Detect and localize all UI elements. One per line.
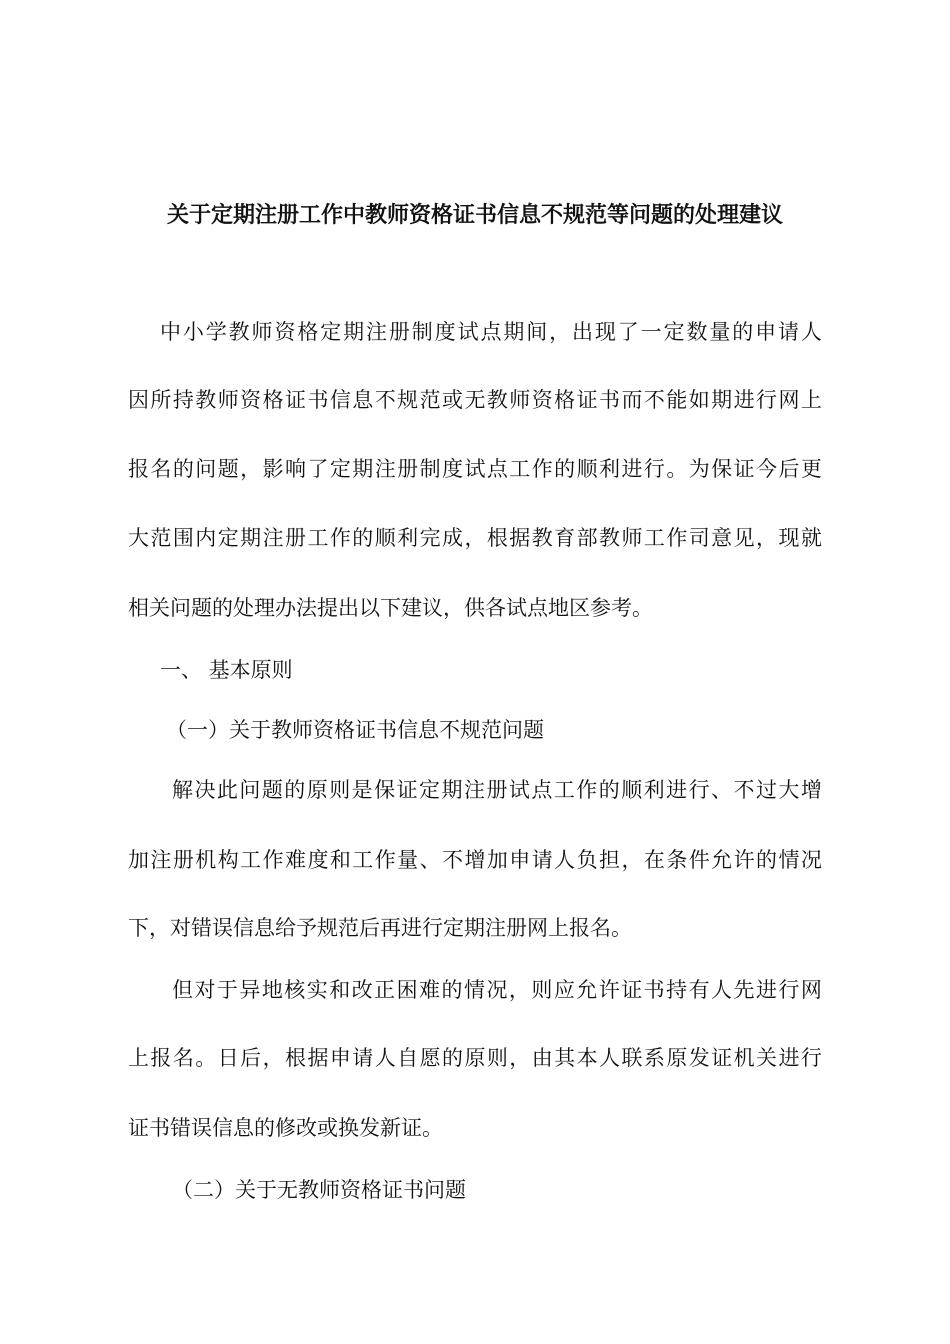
- paragraph-line: 报名的问题，影响了定期注册制度试点工作的顺利进行。为保证今后更: [128, 457, 824, 481]
- paragraph-line: 加注册机构工作难度和工作量、不增加申请人负担，在条件允许的情况: [128, 848, 824, 872]
- paragraph-line: 因所持教师资格证书信息不规范或无教师资格证书而不能如期进行网上: [128, 388, 824, 412]
- paragraph-line: 中小学教师资格定期注册制度试点期间，出现了一定数量的申请人: [160, 320, 824, 344]
- paragraph-line: 下，对错误信息给予规范后再进行定期注册网上报名。: [128, 916, 632, 940]
- paragraph-line: 大范围内定期注册工作的顺利完成，根据教育部教师工作司意见，现就: [128, 526, 824, 550]
- paragraph-line: 解决此问题的原则是保证定期注册试点工作的顺利进行、不过大增: [172, 778, 824, 802]
- document-title: 关于定期注册工作中教师资格证书信息不规范等问题的处理建议: [166, 202, 783, 228]
- paragraph-line: 相关问题的处理办法提出以下建议，供各试点地区参考。: [128, 596, 653, 620]
- subsection-heading: （二）关于无教师资格证书问题: [172, 1178, 466, 1202]
- paragraph-line: 证书错误信息的修改或换发新证。: [128, 1116, 443, 1140]
- section-heading: 一、 基本原则: [160, 658, 293, 682]
- paragraph-line: 但对于异地核实和改正困难的情况，则应允许证书持有人先进行网: [172, 978, 824, 1002]
- paragraph-line: 上报名。日后，根据申请人自愿的原则，由其本人联系原发证机关进行: [128, 1046, 824, 1070]
- subsection-heading: （一）关于教师资格证书信息不规范问题: [166, 718, 544, 742]
